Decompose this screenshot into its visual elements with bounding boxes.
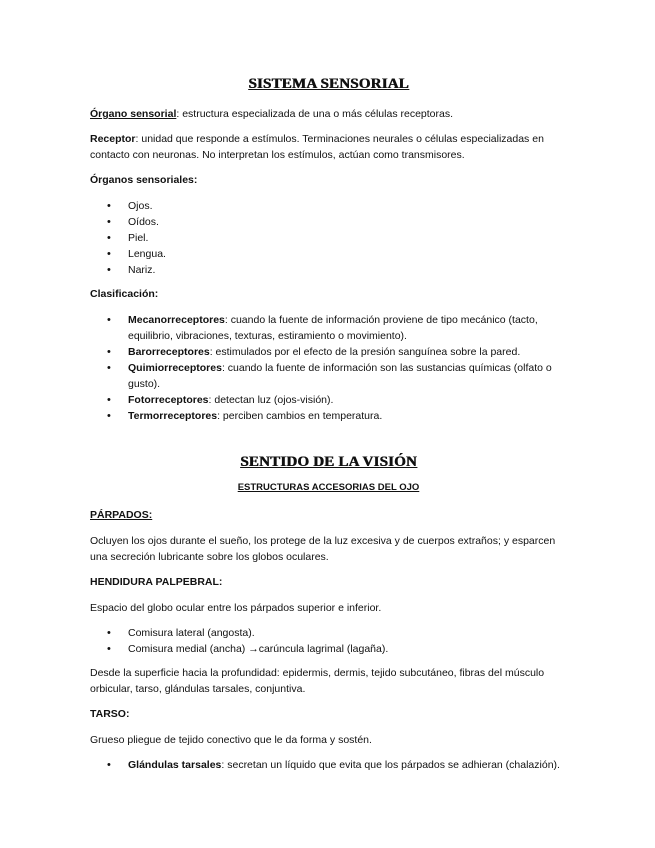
- bullet-icon: •: [107, 314, 111, 326]
- term-organo-sensorial: Órgano sensorial: [90, 108, 177, 120]
- heading-organos-sensoriales: Órganos sensoriales:: [90, 174, 198, 186]
- heading-parpados: PÁRPADOS:: [90, 509, 153, 521]
- list-item: • Lengua.: [107, 248, 166, 260]
- list-item: • Nariz.: [107, 264, 156, 276]
- bullet-icon: •: [107, 200, 111, 212]
- bullet-icon: •: [107, 394, 111, 406]
- heading-clasificacion: Clasificación:: [90, 288, 159, 300]
- term-receptor: Receptor: [90, 133, 136, 145]
- text-parpados: Ocluyen los ojos durante el sueño, los protege de la luz excesiva y de cuerpos extraños; y esparcen una secreción lubricante sobre los globos oculares.: [90, 535, 556, 563]
- bullet-icon: •: [107, 759, 111, 771]
- list-comisuras: [90, 625, 567, 657]
- bullet-icon: •: [107, 216, 111, 228]
- bullet-icon: •: [107, 410, 111, 422]
- bullet-icon: •: [107, 627, 111, 639]
- list-item: • Oídos.: [107, 216, 159, 228]
- list-item: • Termorreceptores: perciben cambios en temperatura.: [107, 410, 383, 422]
- heading-hendidura-palpebral: HENDIDURA PALPEBRAL:: [90, 576, 223, 588]
- definition-receptor: [90, 131, 567, 163]
- list-glandulas: [90, 757, 567, 773]
- list-item: • Comisura medial (ancha) →carúncula lagrimal (lagaña).: [107, 643, 389, 655]
- list-item: • Ojos.: [107, 200, 153, 212]
- list-clasificacion: [90, 312, 567, 424]
- list-item: • Comisura lateral (angosta).: [107, 627, 255, 639]
- heading-tarso: TARSO:: [90, 708, 130, 720]
- text-tarso: Grueso pliegue de tejido conectivo que le da forma y sostén.: [90, 734, 372, 746]
- text-capas: Desde la superficie hacia la profundidad: epidermis, dermis, tejido subcutáneo, fibras del músculo orbicular, tarso, glándulas tarsales, conjuntiva.: [90, 667, 545, 695]
- bullet-icon: •: [107, 362, 111, 374]
- definition-organo-sensorial: [90, 106, 567, 122]
- list-item: • Mecanorreceptores: cuando la fuente de información proviene de tipo mecánico (tacto, equilibrio, vibraciones, texturas, estiramiento o movimiento).: [107, 314, 538, 342]
- list-item: • Piel.: [107, 232, 149, 244]
- bullet-icon: •: [107, 643, 111, 655]
- bullet-icon: •: [107, 264, 111, 276]
- bullet-icon: •: [107, 248, 111, 260]
- list-item: • Quimiorreceptores: cuando la fuente de información son las sustancias químicas (olfato o gusto).: [107, 362, 552, 390]
- bullet-icon: •: [107, 346, 111, 358]
- subtitle-estructuras-accesorias: ESTRUCTURAS ACCESORIAS DEL OJO: [237, 482, 420, 493]
- section-title-sentido-vision: SENTIDO DE LA VISIÓN: [240, 454, 417, 470]
- text-hendidura: Espacio del globo ocular entre los párpados superior e inferior.: [90, 602, 382, 614]
- list-organos: [90, 198, 567, 278]
- section-title-sistema-sensorial: SISTEMA SENSORIAL: [248, 76, 409, 92]
- bullet-icon: •: [107, 232, 111, 244]
- list-item: • Fotorreceptores: detectan luz (ojos-visión).: [107, 394, 334, 406]
- list-item: • Glándulas tarsales: secretan un líquido que evita que los párpados se adhieran (chalazión).: [107, 759, 560, 771]
- list-item: • Barorreceptores: estimulados por el efecto de la presión sanguínea sobre la pared.: [107, 346, 521, 358]
- def-receptor: : unidad que responde a estímulos. Terminaciones neurales o células especializadas en contacto con neuronas. No interpretan los estímulos, actúan como transmisores.: [90, 133, 544, 161]
- def-organo-sensorial: : estructura especializada de una o más células receptoras.: [176, 108, 454, 120]
